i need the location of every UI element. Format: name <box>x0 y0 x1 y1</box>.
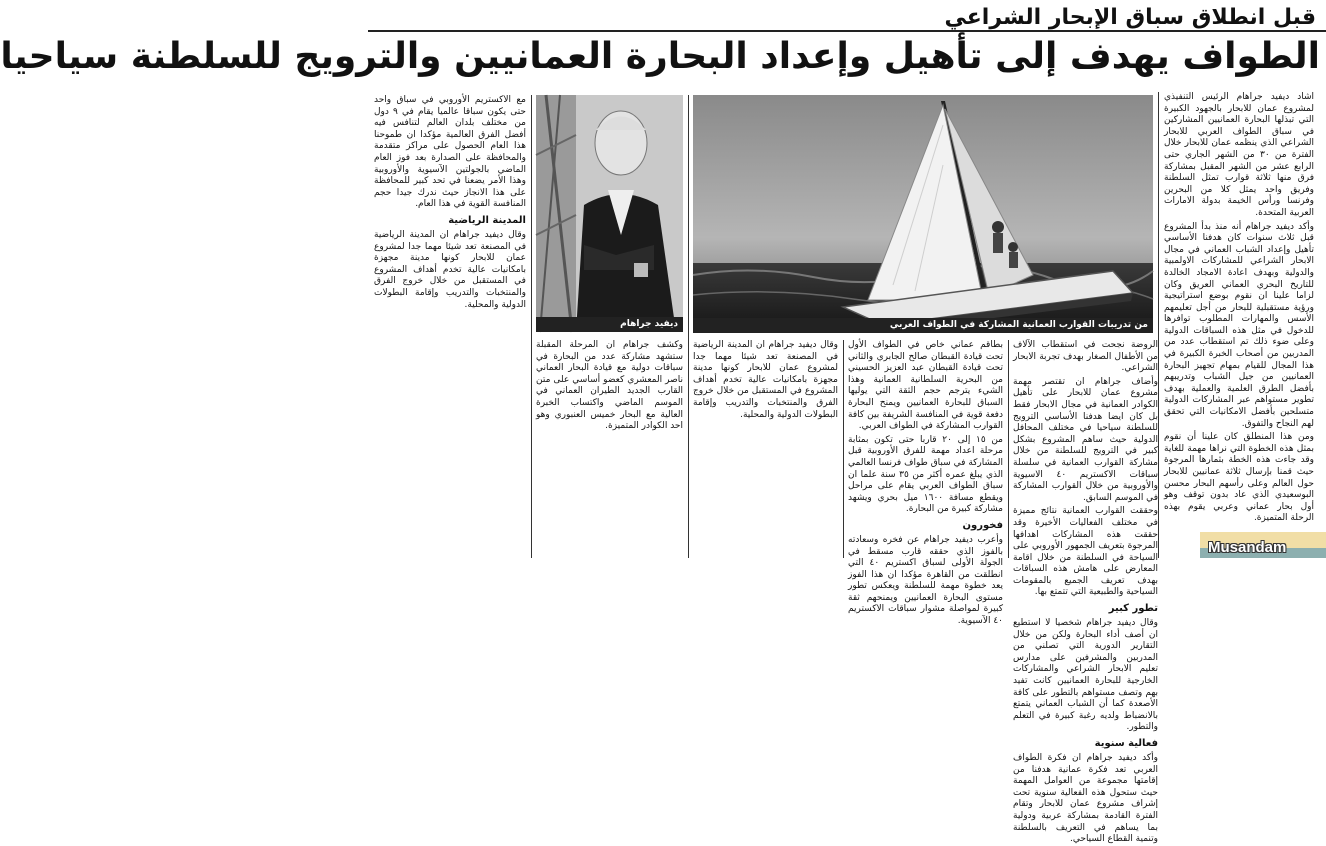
paragraph: مع الاكستريم الأوروبي في سباق واحد حتى يكون سباقا عالميا يقام في ٩ دول من مختلف بلدان العالم لتنافس فيه أفضل الفرق العالمية مؤكدا ان طموحنا هذا العام الحصول على مراكز متقدمة والمحافظة على الصدارة بعد فوز العام الماضي بالجولتين الآسيوية والأوروبية وهذا الأمر يضعنا في تحد كبير للمحافظة على هذا الانجاز حيث ندرك جيدا حجم المنافسة القوية في هذا العام. <box>374 95 526 210</box>
article-column-portrait-text <box>536 340 683 558</box>
paragraph: وقال ديفيد جراهام شخصيا لا استطيع ان أصف أداء البحارة ولكن من خلال التقارير الدورية التي تصلني من المدربين والمشرفين على مدارس تعليم الابحار الشراعي والمشاركات الخارجية للبحارة العمانيين كانت تفيد بهم وتصف مستواهم بالتطور على كافة الأصعدة كما أن الشباب العماني يتمتع بالانضباط ولديه رغبة كبيرة في التعلم والتطور. <box>1013 618 1158 733</box>
subhead: المدينة الرياضية <box>448 214 526 226</box>
headline: الطواف يهدف إلى تأهيل وإعداد البحارة العمانيين والترويج للسلطنة سياحيا <box>0 36 1320 77</box>
paragraph: بطاقم عماني خاص في الطواف الأول تحت قيادة القبطان صالح الجابري والثاني تحت قيادة القبطان عبد العزيز الحسيني من البحرية السلطانية العمانية وهذا الشيء يترجم حجم الثقة التي يوليها السباق للبحارة العمانيين ويمنح البحارة دفعة قوية في المنافسة الشريفة بين كافة القوارب المشاركة في الطواف العربي. <box>848 340 1003 432</box>
sailboat-photo <box>693 95 1153 333</box>
paragraph: وقال ديفيد جراهام ان المدينة الرياضية في المصنعة تعد شيئا مهما جدا لمشروع عمان للابحار كونها مدينة مجهزة بامكانيات عالية تخدم أهداف المشروع في المستقبل من خلال خروج الفرق والمنتخبات والتدريب وإقامة البطولات الدولية والمحلية. <box>693 340 838 420</box>
musandam-logo-text: Musandam <box>1208 539 1287 556</box>
column-divider <box>1158 92 1159 558</box>
paragraph: من ١٥ إلى ٢٠ قاربا حتى تكون بمثابة مرحلة اعداد مهمة للفرق الأوروبية قبل المشاركة في سباق طواف فرنسا العالمي الذي يبلغ عمره أكثر من ٣٥ سنة علما ان سباق الطواف العربي يقام على مراحل ويقطع مسافة ١٦٠٠ ميل بحري ويشهد مشاركة كبيرة من البحارة. <box>848 434 1003 515</box>
paragraph: ومن هذا المنطلق كان علينا أن نقوم بمثل هذه الخطوة التي نراها مهمة للغاية وقد جاءت هذه الخطة بثمارها المرجوة حيث قمنا بإرسال ثلاثة عمانيين للابحار حول العالم وعلى رأسهم البحار محسن البوسعيدي الذي عاد بدون توقف وهو أول بحار عماني وعربي يقوم بهذه الرحلة المتميزة. <box>1164 432 1314 524</box>
sailboat-image <box>693 95 1153 333</box>
paragraph: الروضة نجحت في استقطاب الآلاف من الأطفال الصغار بهدف تجربة الابحار الشراعي. <box>1013 340 1158 374</box>
article-column-1 <box>1164 92 1314 558</box>
paragraph: وكشف جراهام ان المرحلة المقبلة ستشهد مشاركة عدد من البحارة في سباقات دولية مع قيادة البحار العماني ناصر المعشري كعضو أساسي على متن القارب الجديد الطيران العماني في الموسم الماضي واكتساب الخبرة العالية مع البحار خميس العنبوري وهو احد الكوادر المتميزة. <box>536 340 683 432</box>
portrait-photo <box>536 95 683 332</box>
paragraph: وأكد ديفيد جراهام أنه منذ بدأ المشروع قبل ثلاث سنوات كان هدفنا الأساسي تأهيل وإعداد الشباب العماني في مجال الابحار الشراعي للمشاركات الاولمبية والدولية وبهدف اعادة الامجاد الخالدة للتاريخ البحري العماني العريق وكان لزاما علينا ان نقوم بوضع استراتيجية ورؤية مستقبلية للبحار من أجل تعليمهم الأسس والمهارات المطلوب توافرها للدخول في مثل هذه السباقات الدولية وعلى ضوء ذلك تم استقطاب عدد من المدربين من أصحاب الخبرة الكبيرة في هذا المجال للقيام بمهام تجهيز البحارة العمانيين من جيل الشباب وتدريبهم بأفضل الطرق العلمية والعملية بهدف تطوير مستواهم عبر المشاركات الدولية متسلحين بأفضل الامكانيات التي تحقق لهم النجاح والتفوق. <box>1164 221 1314 429</box>
paragraph: وأكد ديفيد جراهام ان فكرة الطواف العربي تعد فكرة عمانية هدفنا من إقامتها مجموعة من العوامل المهمة حيث ستحول هذه الفعالية سنوية تحت إشراف مشروع عمان للابحار وتقام الفترة القادمة بمشاركة عربية ودولية بما يساهم في التعريف بالسلطنة وتنمية القطاع السياحي. <box>1013 753 1158 845</box>
paragraph: اشاد ديفيد جراهام الرئيس التنفيذي لمشروع عمان للابحار بالجهود الكبيرة التي تبذلها البحارة العمانيين المشاركين في سباق الطواف العربي للابحار الشراعي الذي ينظمه عمان للابحار خلال الفترة من ٣٠ من الشهر الجاري حتى الرابع عشر من الشهر المقبل بمشاركة فرق منها ثلاثة قوارب تمثل السلطنة وفريق واحد يمثل كلا من البحرين وفرنسا ورأس الخيمة بدولة الامارات العربية المتحدة. <box>1164 92 1314 218</box>
article-column-3b <box>693 340 838 558</box>
subhead: فخورون <box>962 519 1003 531</box>
kicker-rule <box>368 30 1326 32</box>
portrait-image <box>536 95 683 332</box>
paragraph: وأضاف جراهام ان تقتصر مهمة مشروع عمان للابحار على تأهيل الكوادر العمانية في مجال الابحار فقط بل كان ايضا هدفنا الأساسي الترويج للسلطنة سياحيا في مختلف المحافل الدولية حيث ساهم المشروع بشكل كبير في الترويج للسلطنة من خلال مشاركة القوارب العمانية في سلسلة سباقات الاكستريم ٤٠ الاسيوية والأوروبية من خلال القوارب المشاركة في الموسم السابق. <box>1013 376 1158 503</box>
column-divider <box>531 95 532 558</box>
article-column-2 <box>1013 340 1158 845</box>
article-column-3 <box>848 340 1003 627</box>
article-column-4 <box>374 95 526 558</box>
subhead: تطور كبير <box>1108 603 1158 615</box>
column-divider <box>688 95 689 558</box>
column-divider <box>1008 340 1009 558</box>
column-divider <box>843 340 844 558</box>
sailboat-caption: من تدريبات القوارب العمانية المشاركة في الطواف العربي <box>693 318 1153 333</box>
paragraph: وقال ديفيد جراهام ان المدينة الرياضية في المصنعة تعد شيئا مهما جدا لمشروع عمان للابحار كونها مدينة مجهزة بامكانيات عالية تخدم أهداف المشروع في المستقبل من خلال خروج الفرق والمنتخبات والتدريب وإقامة البطولات الدولية والمحلية. <box>374 229 526 310</box>
subhead: فعالية سنوية <box>1094 738 1158 749</box>
paragraph: وأعرب ديفيد جراهام عن فخره وسعادته بالفوز الذي حققه قارب مسقط في الجولة الأولى لسباق اكستريم ٤٠ التي انطلقت من القاهرة مؤكدا ان هذا الفوز يعد خطوة مهمة للسلطنة ويعكس تطور مستوى البحارة العمانيين ويمنحهم ثقة كبيرة لمواصلة مشوار سباقات الاكستريم ٤٠ الآسيوية. <box>848 534 1003 627</box>
kicker: قبل انطلاق سباق الإبحار الشراعي <box>944 5 1316 30</box>
paragraph: وحققت القوارب العمانية نتائج مميزة في مختلف الفعاليات الأخيرة وقد حققت هذه المشاركات اهدافها المرجوة بتعريف الجمهور الأوروبي على السياحة في السلطنة من خلال اقامة المعارض على هامش هذه السباقات بهدف تعريف الجميع بالمقومات السياحية والطبيعية التي تتمتع بها. <box>1013 506 1158 598</box>
portrait-caption: ديفيد جراهام <box>536 317 683 332</box>
